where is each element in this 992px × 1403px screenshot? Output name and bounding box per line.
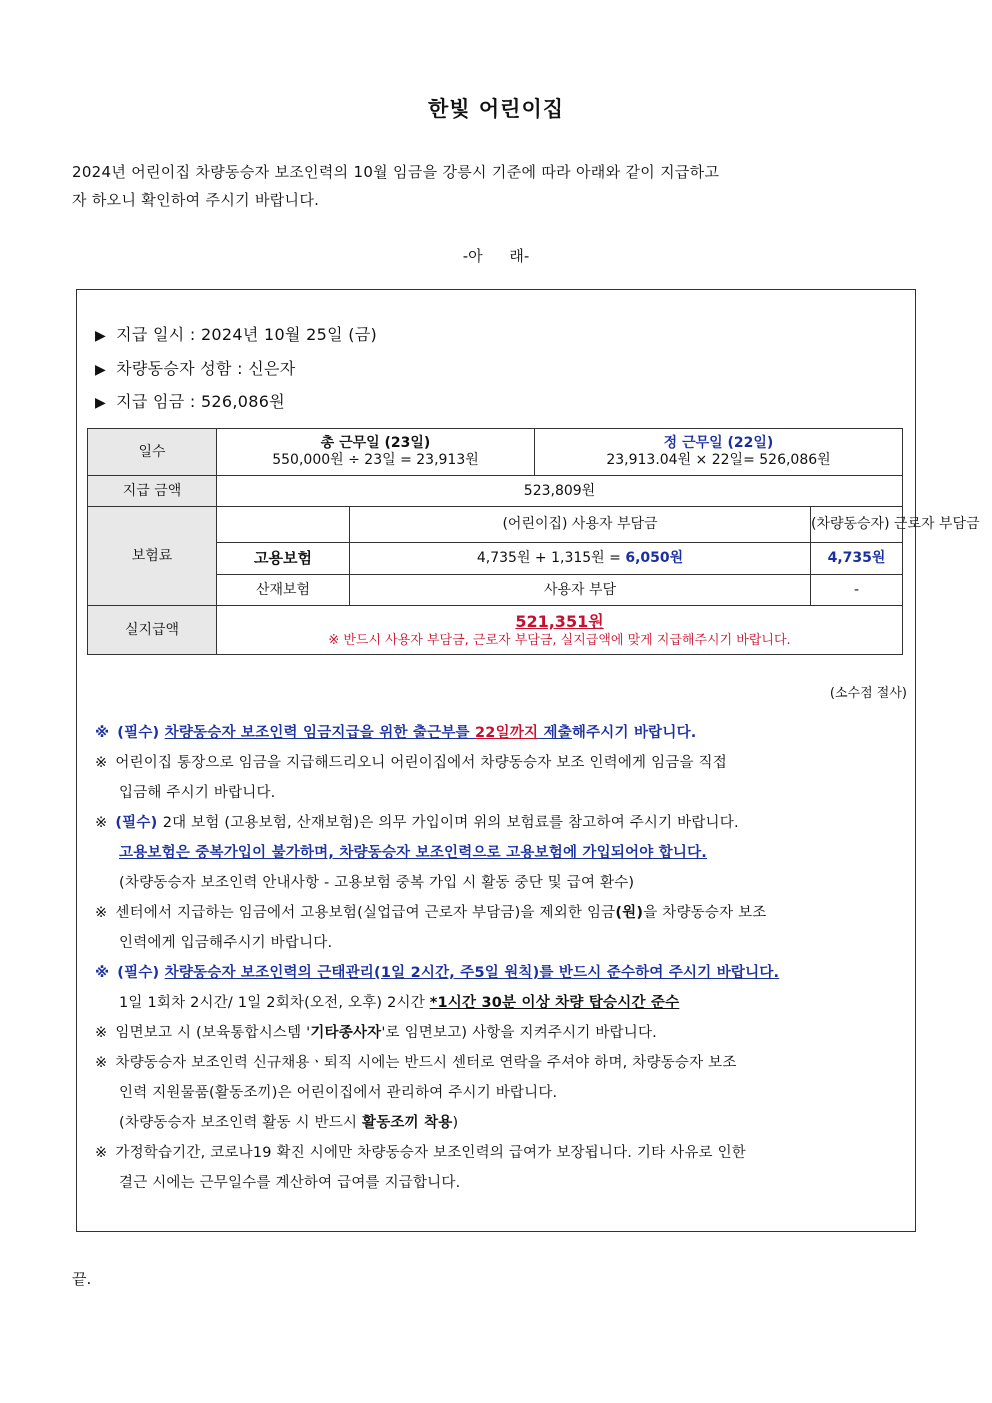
note-7 [95,1048,903,1078]
industrial-insurance-label: 산재보험 [217,575,350,606]
industrial-worker: - [811,575,903,606]
note-7-line-3-end: ) [452,1115,459,1131]
note-7-line-3-text: (차량동승자 보조인력 활동 시 반드시 [119,1115,363,1131]
note-mark: ※ [95,815,108,831]
wage-amount: 지급 임금 : 526,086원 [116,392,285,411]
actual-days-title: 정 근무일 (22일) [663,435,774,451]
employment-employer-cell [350,543,811,575]
note-8-line-1: 가정학습기간, 코로나19 확진 시에만 차량동승자 보조인력의 급여가 보장됩니다. 기타 사유로 인한 [115,1145,746,1161]
note-6 [95,1018,903,1048]
note-4 [95,898,903,928]
note-5-line-2 [95,988,903,1018]
industrial-employer: 사용자 부담 [350,575,811,606]
note-mark: ※ [95,1025,108,1041]
table-row [88,476,903,507]
note-mark: ※ [95,905,108,921]
employment-employer-calc: 4,735원 + 1,315원 = [476,550,626,566]
note-6-text-2: '로 임면보고) 사항을 지켜주시기 바랍니다. [381,1025,657,1041]
end-mark: 끝. [72,1270,92,1288]
note-mark: ※ [95,1145,108,1161]
note-3-line-2: 고용보험은 중복가입이 불가하며, 차량동승자 보조인력으로 고용보험에 가입되어야 합니다. [119,845,708,861]
assistant-name: 차량동승자 성함 : 신은자 [116,359,296,378]
note-7-line-1: 차량동승자 보조인력 신규채용ㆍ퇴직 시에는 반드시 센터로 연락을 주셔야 하며, 차량동승자 보조 [115,1055,737,1071]
details-box [76,289,980,1232]
required-tag: (필수) [117,965,165,981]
note-1 [95,718,903,748]
empty-cell [217,507,350,543]
note-mark: ※ [95,1055,108,1071]
decimal-note: (소수점 절사) [829,686,907,701]
document-title: 한빛 어린이집 [427,97,565,121]
table-row [88,507,903,543]
note-8 [95,1138,903,1168]
pay-amount: 523,809원 [217,476,903,507]
pay-date-line [95,322,377,345]
triangle-bullet-icon: ▶ [95,328,107,344]
total-days-title: 총 근무일 (23일) [320,435,431,451]
note-6-bold: 기타종사자 [310,1025,382,1041]
worker-header: (차량동승자) 근로자 부담금 [811,507,903,543]
note-4-bold: (원) [615,905,644,921]
note-7-line-2: 인력 지원물품(활동조끼)은 어린이집에서 관리하여 주시기 바랍니다. [119,1085,558,1101]
note-mark: ※ [95,755,108,771]
note-mark: ※ [95,965,110,981]
pay-date: 지급 일시 : 2024년 10월 25일 (금) [116,325,378,344]
note-6-text: 임면보고 시 (보육통합시스템 ' [115,1025,311,1041]
note-2-line-1: 어린이집 통장으로 임금을 지급해드리오니 어린이집에서 차량동승자 보조 인력에게 임금을 직접 [115,755,727,771]
net-amount: 521,351원 [515,611,604,631]
actual-days-cell [535,429,903,476]
note-4-line-2: 인력에게 입금해주시기 바랍니다. [119,935,333,951]
note-4-text: 센터에서 지급하는 임금에서 고용보험(실업급여 근로자 부담금)을 제외한 임금 [115,905,616,921]
note-3 [95,808,903,838]
note-2-line-2: 입금해 주시기 바랍니다. [119,785,276,801]
required-tag: (필수) [115,815,163,831]
table-row [88,429,903,476]
wage-line [95,389,285,412]
note-5-text: 차량동승자 보조인력의 근태관리(1일 2시간, 주5일 원칙)를 반드시 준수하여 주시기 바랍니다. [164,965,780,981]
note-5-line-2-text: 1일 1회차 2시간/ 1일 2회차(오전, 오후) 2시간 [119,995,430,1011]
note-1-deadline: 22일까지 [475,725,539,741]
note-5-line-2-bold: *1시간 30분 이상 차량 탑승시간 준수 [429,995,680,1011]
intro-paragraph [72,158,912,214]
section-heading: -아 래- [462,247,530,265]
employment-insurance-label: 고용보험 [217,543,350,575]
total-days-calc: 550,000원 ÷ 23일 = 23,913원 [272,452,479,468]
days-label: 일수 [88,429,217,476]
note-5 [95,958,903,988]
table-row [88,606,903,655]
note-1-text: 차량동승자 보조인력 임금지급을 위한 출근부를 [164,725,476,741]
note-3-line-3: (차량동승자 보조인력 안내사항 - 고용보험 중복 가입 시 활동 중단 및 급여 환수) [119,875,635,891]
net-cell [217,606,903,655]
intro-line-2: 자 하오니 확인하여 주시기 바랍니다. [72,191,320,209]
note-4-text-2: 을 차량동승자 보조 [643,905,767,921]
total-days-cell [217,429,535,476]
note-mark: ※ [95,725,110,741]
note-3-line-1: 2대 보험 (고용보험, 산재보험)은 의무 가입이며 위의 보험료를 참고하여 주시기 바랍니다. [162,815,739,831]
note-7-line-3 [95,1108,903,1138]
triangle-bullet-icon: ▶ [95,395,107,411]
note-8-line-2: 결근 시에는 근무일수를 계산하여 급여를 지급합니다. [119,1175,461,1191]
insurance-label: 보험료 [88,507,217,606]
employer-header: (어린이집) 사용자 부담금 [350,507,811,543]
note-1-text-3: 해주시기 바랍니다. [571,725,697,741]
net-label: 실지급액 [88,606,217,655]
pay-table [87,428,980,655]
actual-days-calc: 23,913.04원 × 22일= 526,086원 [606,452,831,468]
note-7-line-3-bold: 활동조끼 착용 [362,1115,453,1131]
pay-amount-label: 지급 금액 [88,476,217,507]
employment-employer-total: 6,050원 [625,550,684,566]
note-2 [95,748,903,778]
intro-line-1: 2024년 어린이집 차량동승자 보조인력의 10월 임금을 강릉시 기준에 따라 아래와 같이 지급하고 [72,163,720,181]
triangle-bullet-icon: ▶ [95,362,107,378]
employment-worker: 4,735원 [811,543,903,575]
note-1-text-2: 제출 [538,725,572,741]
required-tag: (필수) [117,725,165,741]
name-line [95,356,296,379]
net-note: ※ 반드시 사용자 부담금, 근로자 부담금, 실지급액에 맞게 지급해주시기 바랍니다. [328,632,791,648]
notes-list [95,718,903,1198]
